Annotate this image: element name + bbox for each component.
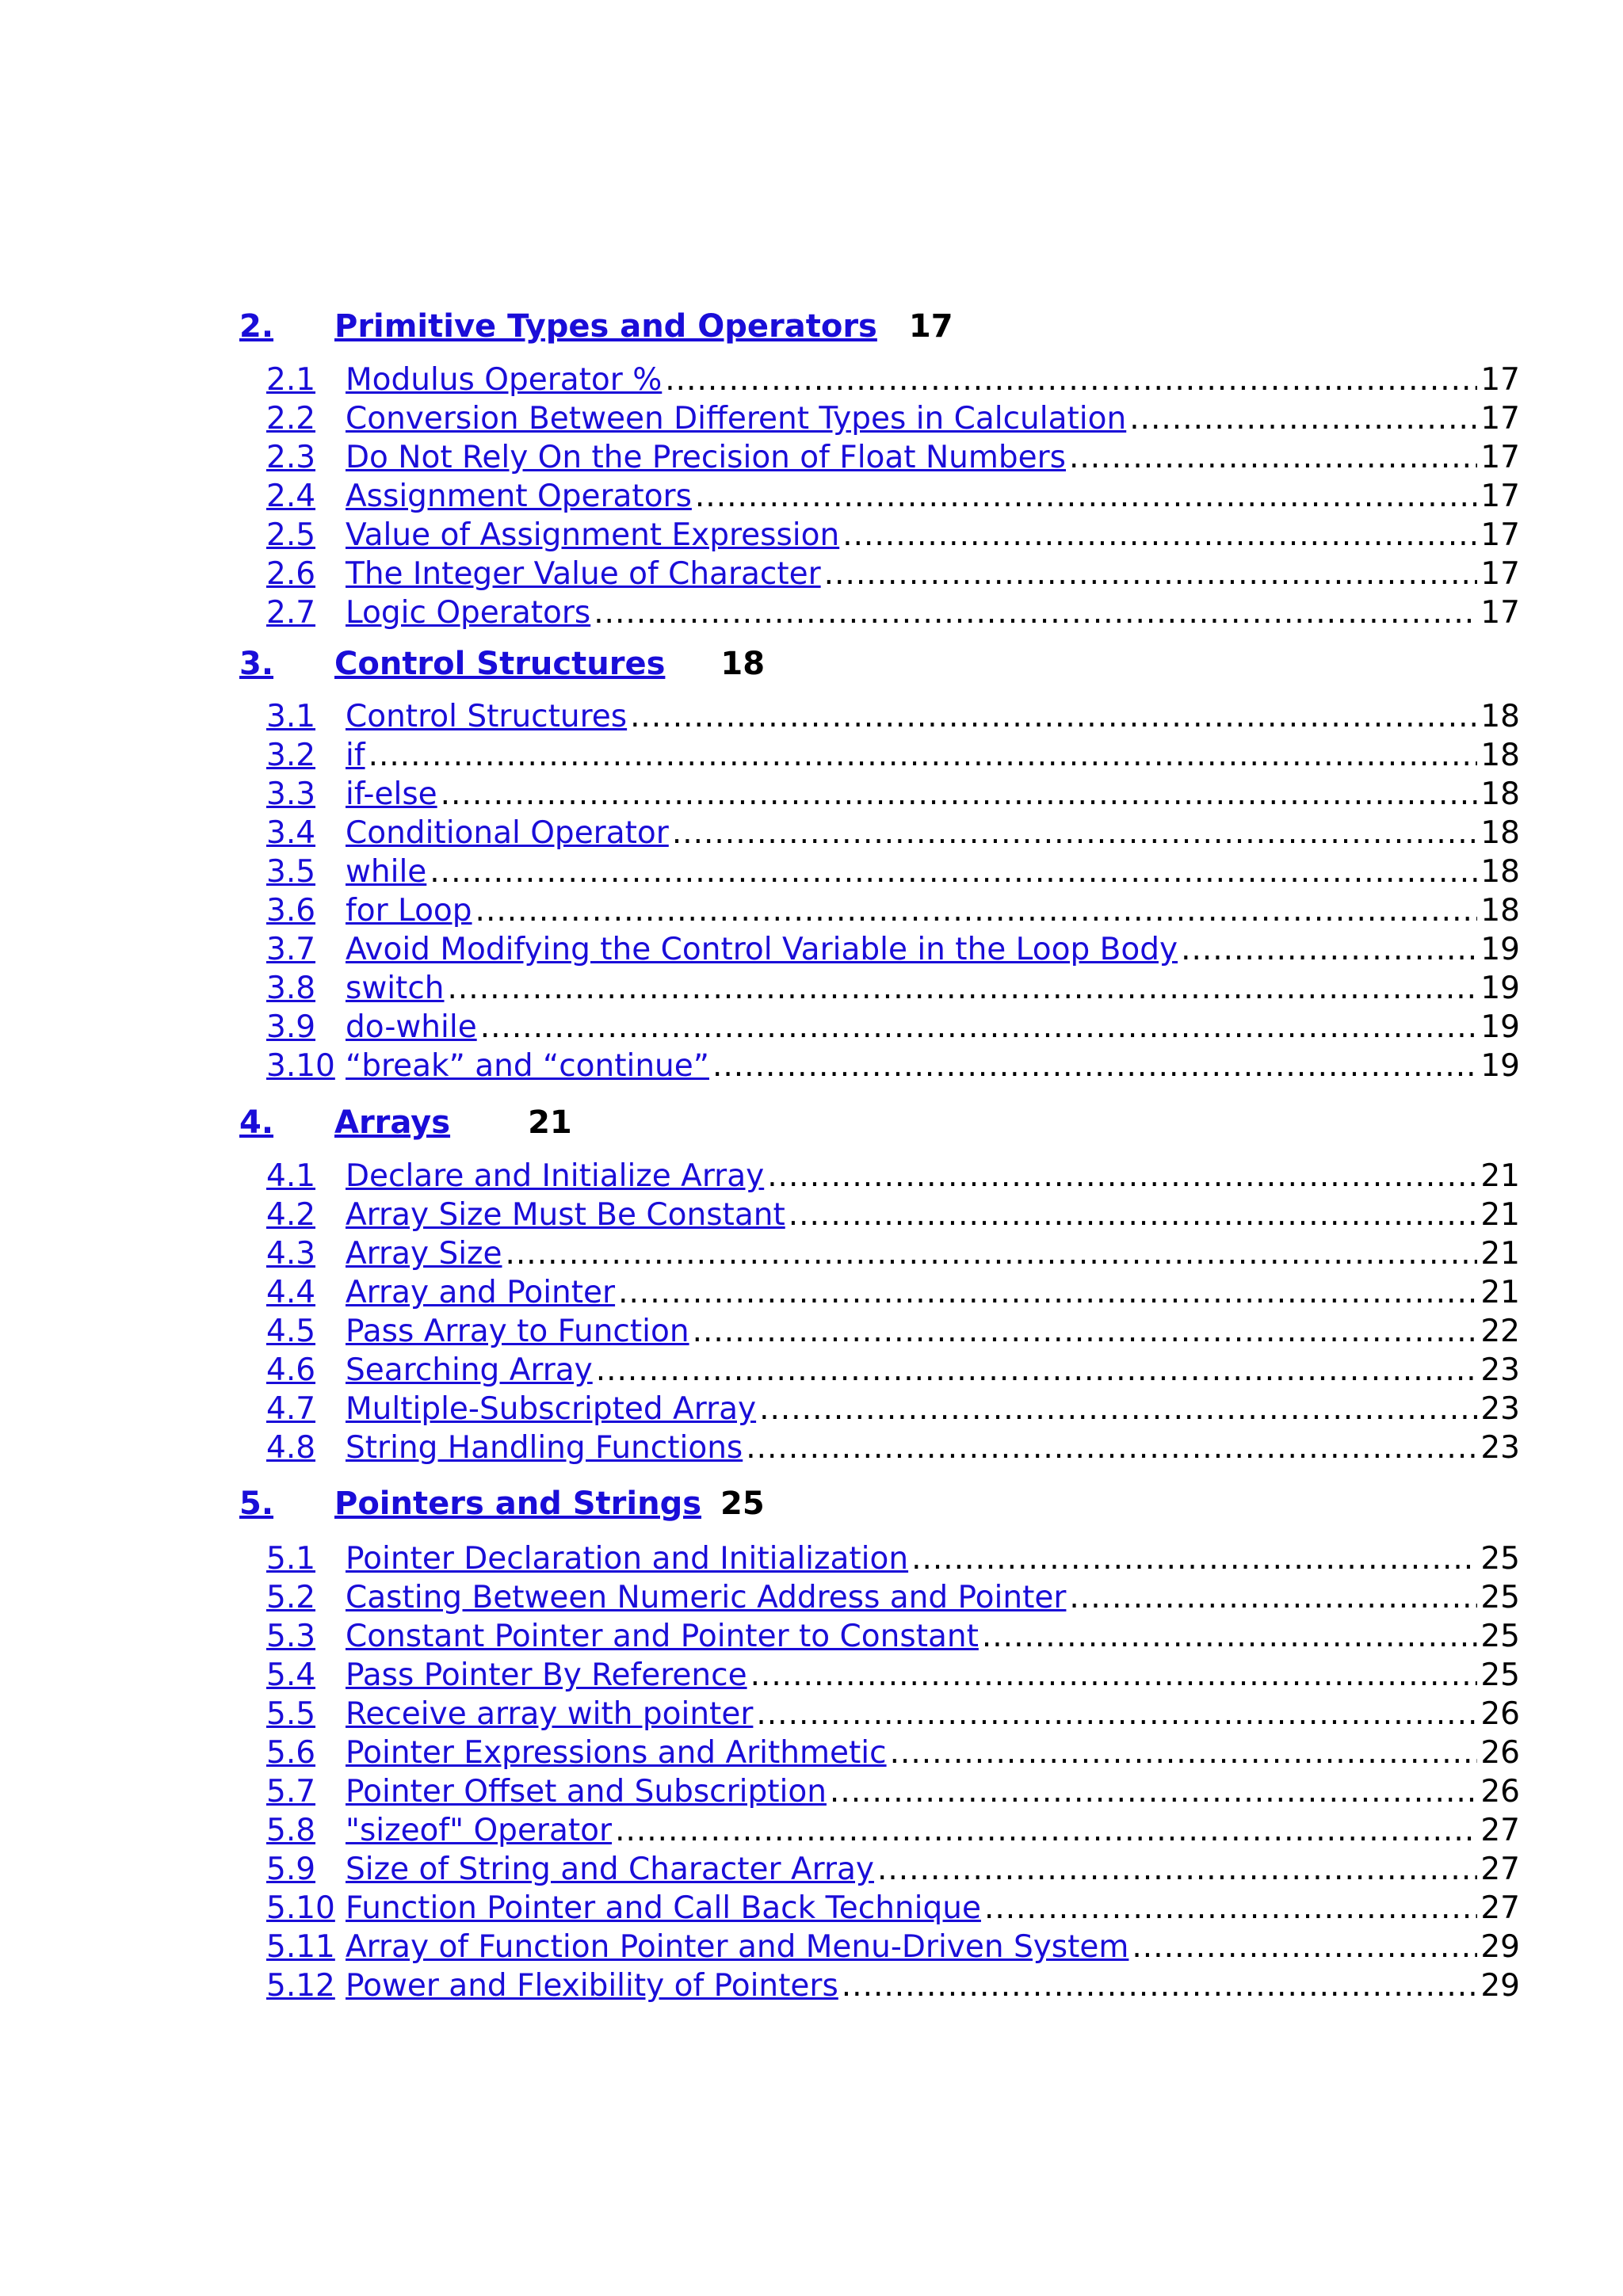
chapter-title-link[interactable]: Arrays <box>334 1104 451 1141</box>
chapter-number-link[interactable]: 3. <box>239 646 274 682</box>
chapter-heading <box>239 643 1523 685</box>
dot-leader <box>890 1733 1478 1772</box>
entry-page-number: 26 <box>1480 1696 1520 1732</box>
entry-title-link[interactable]: Receive array with pointer <box>346 1696 754 1732</box>
entry-title-link[interactable]: Logic Operators <box>346 595 591 631</box>
entry-page-number: 21 <box>1480 1236 1520 1272</box>
entry-title-link[interactable]: String Handling Functions <box>346 1430 743 1466</box>
dot-leader <box>750 1656 1478 1695</box>
dot-leader <box>712 1047 1477 1085</box>
entry-number-link[interactable]: 2.1 <box>266 362 316 398</box>
entry-page-number: 25 <box>1480 1541 1520 1577</box>
entry-title-link[interactable]: Control Structures <box>346 699 628 734</box>
entry-title-link[interactable]: Modulus Operator % <box>346 362 663 398</box>
entry-number-link[interactable]: 5.8 <box>266 1813 316 1848</box>
entry-title-link[interactable]: Array Size <box>346 1236 502 1272</box>
toc-entry <box>266 1008 1520 1047</box>
entry-number-link[interactable]: 3.5 <box>266 854 316 890</box>
chapter-heading <box>239 305 1523 348</box>
toc-entry <box>266 969 1520 1008</box>
toc-entry <box>266 891 1520 930</box>
toc-entry <box>266 438 1520 477</box>
entry-number-link[interactable]: 2.5 <box>266 517 316 553</box>
dot-leader <box>984 1889 1477 1928</box>
chapter-page-number: 21 <box>528 1104 572 1141</box>
entry-title-link[interactable]: Casting Between Numeric Address and Pointer <box>346 1580 1067 1615</box>
chapter-heading <box>239 1101 1523 1144</box>
entry-title-link[interactable]: Pointer Expressions and Arithmetic <box>346 1735 887 1771</box>
entry-number-link[interactable]: 4.2 <box>266 1197 316 1233</box>
chapter-page-number: 17 <box>908 308 953 345</box>
entry-number-link[interactable]: 5.4 <box>266 1657 316 1693</box>
toc-entry <box>266 1157 1520 1196</box>
entry-number-link[interactable]: 4.7 <box>266 1391 316 1427</box>
dot-leader <box>789 1196 1478 1234</box>
entry-page-number: 17 <box>1480 556 1520 592</box>
toc-entry <box>266 1966 1520 2005</box>
entry-title-link[interactable]: Avoid Modifying the Control Variable in the Loop Body <box>346 932 1178 967</box>
entry-title-link[interactable]: Array of Function Pointer and Menu-Driven System <box>346 1929 1129 1965</box>
entry-page-number: 23 <box>1480 1391 1520 1427</box>
entry-page-number: 17 <box>1480 362 1520 398</box>
entry-number-link[interactable]: 4.3 <box>266 1236 316 1272</box>
entry-title-link[interactable]: Conversion Between Different Types in Calculation <box>346 401 1127 437</box>
toc-entry <box>266 1047 1520 1085</box>
entry-title-link[interactable]: if <box>346 738 365 773</box>
entry-page-number: 23 <box>1480 1352 1520 1388</box>
entry-title-link[interactable]: Searching Array <box>346 1352 593 1388</box>
entry-page-number: 18 <box>1480 854 1520 890</box>
toc-entry <box>266 399 1520 438</box>
dot-leader <box>830 1772 1477 1811</box>
entry-title-link[interactable]: while <box>346 854 427 890</box>
entry-page-number: 25 <box>1480 1657 1520 1693</box>
entry-number-link[interactable]: 5.1 <box>266 1541 316 1577</box>
toc-entry <box>266 697 1520 736</box>
toc-entry <box>266 1850 1520 1889</box>
entry-page-number: 17 <box>1480 440 1520 475</box>
entry-title-link[interactable]: Power and Flexibility of Pointers <box>346 1968 838 2004</box>
entry-number-link[interactable]: 3.9 <box>266 1009 316 1045</box>
entry-number-link[interactable]: 2.6 <box>266 556 316 592</box>
entry-title-link[interactable]: Pointer Offset and Subscription <box>346 1774 827 1810</box>
toc-entry <box>266 1196 1520 1234</box>
entry-number-link[interactable]: 5.3 <box>266 1619 316 1654</box>
entry-page-number: 29 <box>1480 1968 1520 2004</box>
entry-number-link[interactable]: 2.4 <box>266 479 316 514</box>
entry-number-link[interactable]: 3.6 <box>266 893 316 929</box>
entry-title-link[interactable]: Pointer Declaration and Initialization <box>346 1541 909 1577</box>
entry-page-number: 19 <box>1480 1048 1520 1084</box>
entry-title-link[interactable]: Size of String and Character Array <box>346 1852 874 1887</box>
toc-entry <box>266 1928 1520 1966</box>
dot-leader <box>824 555 1478 593</box>
dot-leader <box>596 1351 1478 1390</box>
entry-number-link[interactable]: 4.8 <box>266 1430 316 1466</box>
entry-page-number: 17 <box>1480 479 1520 514</box>
toc-entry <box>266 1539 1520 1578</box>
entry-page-number: 26 <box>1480 1774 1520 1810</box>
entry-number-link[interactable]: 4.4 <box>266 1275 316 1310</box>
dot-leader <box>430 852 1477 891</box>
dot-leader <box>1181 930 1477 969</box>
dot-leader <box>369 736 1478 775</box>
dot-leader <box>594 593 1477 632</box>
entry-page-number: 19 <box>1480 932 1520 967</box>
dot-leader <box>615 1811 1477 1850</box>
dot-leader <box>665 360 1477 399</box>
entry-page-number: 23 <box>1480 1430 1520 1466</box>
toc-entry <box>266 593 1520 632</box>
chapter-page-number: 25 <box>720 1486 765 1522</box>
toc-entry <box>266 1656 1520 1695</box>
entry-title-link[interactable]: switch <box>346 971 445 1006</box>
toc-entry <box>266 930 1520 969</box>
entry-title-link[interactable]: Assignment Operators <box>346 479 692 514</box>
dot-leader <box>877 1850 1477 1889</box>
chapter-number-link[interactable]: 4. <box>239 1104 274 1141</box>
toc-entry <box>266 775 1520 814</box>
toc-entry <box>266 1889 1520 1928</box>
entry-title-link[interactable]: Array and Pointer <box>346 1275 616 1310</box>
toc-entry <box>266 477 1520 516</box>
toc-entry <box>266 1695 1520 1733</box>
entry-title-link[interactable]: “break” and “continue” <box>346 1048 709 1084</box>
chapter-title-link[interactable]: Primitive Types and Operators <box>334 308 877 345</box>
dot-leader <box>756 1695 1477 1733</box>
entry-page-number: 29 <box>1480 1929 1520 1965</box>
dot-leader <box>767 1157 1477 1196</box>
entry-title-link[interactable]: for Loop <box>346 893 472 929</box>
entry-number-link[interactable]: 5.6 <box>266 1735 316 1771</box>
entry-title-link[interactable]: Multiple-Subscripted Array <box>346 1391 757 1427</box>
entry-page-number: 17 <box>1480 401 1520 437</box>
entry-number-link[interactable]: 5.11 <box>266 1929 335 1965</box>
entry-number-link[interactable]: 5.12 <box>266 1968 335 2004</box>
entry-title-link[interactable]: Do Not Rely On the Precision of Float Numbers <box>346 440 1066 475</box>
entry-page-number: 22 <box>1480 1314 1520 1349</box>
entry-number-link[interactable]: 5.7 <box>266 1774 316 1810</box>
entry-number-link[interactable]: 5.5 <box>266 1696 316 1732</box>
chapter-number-link[interactable]: 5. <box>239 1486 274 1522</box>
toc-entry <box>266 1772 1520 1811</box>
entry-title-link[interactable]: Function Pointer and Call Back Technique <box>346 1890 981 1926</box>
dot-leader <box>1129 399 1477 438</box>
dot-leader <box>448 969 1478 1008</box>
dot-leader <box>746 1428 1477 1467</box>
entry-title-link[interactable]: if-else <box>346 776 437 812</box>
entry-page-number: 25 <box>1480 1580 1520 1615</box>
entry-title-link[interactable]: Pass Array to Function <box>346 1314 689 1349</box>
entry-number-link[interactable]: 3.4 <box>266 815 316 851</box>
entry-number-link[interactable]: 3.1 <box>266 699 316 734</box>
dot-leader <box>672 814 1478 852</box>
entry-page-number: 19 <box>1480 1009 1520 1045</box>
dot-leader <box>1069 438 1477 477</box>
dot-leader <box>475 891 1478 930</box>
toc-entry <box>266 1312 1520 1351</box>
dot-leader <box>982 1617 1477 1656</box>
entry-page-number: 21 <box>1480 1275 1520 1310</box>
entry-page-number: 18 <box>1480 699 1520 734</box>
dot-leader <box>693 1312 1478 1351</box>
entry-page-number: 18 <box>1480 893 1520 929</box>
entry-page-number: 21 <box>1480 1158 1520 1194</box>
dot-leader <box>695 477 1477 516</box>
entry-page-number: 19 <box>1480 971 1520 1006</box>
entry-title-link[interactable]: do-while <box>346 1009 477 1045</box>
entry-page-number: 27 <box>1480 1852 1520 1887</box>
dot-leader <box>630 697 1477 736</box>
toc-entry <box>266 1234 1520 1273</box>
dot-leader <box>506 1234 1478 1273</box>
toc-entry <box>266 1273 1520 1312</box>
toc-entry <box>266 360 1520 399</box>
entry-page-number: 25 <box>1480 1619 1520 1654</box>
entry-number-link[interactable]: 3.10 <box>266 1048 335 1084</box>
entry-title-link[interactable]: Declare and Initialize Array <box>346 1158 765 1194</box>
entry-page-number: 21 <box>1480 1197 1520 1233</box>
entry-number-link[interactable]: 3.7 <box>266 932 316 967</box>
dot-leader <box>441 775 1478 814</box>
toc-entry <box>266 1733 1520 1772</box>
entry-title-link[interactable]: Pass Pointer By Reference <box>346 1657 747 1693</box>
entry-number-link[interactable]: 4.6 <box>266 1352 316 1388</box>
toc-entry <box>266 1351 1520 1390</box>
entry-number-link[interactable]: 3.8 <box>266 971 316 1006</box>
entry-page-number: 27 <box>1480 1890 1520 1926</box>
dot-leader <box>1132 1928 1477 1966</box>
entry-number-link[interactable]: 3.3 <box>266 776 316 812</box>
entry-title-link[interactable]: Array Size Must Be Constant <box>346 1197 785 1233</box>
chapter-title-link[interactable]: Pointers and Strings <box>334 1486 702 1522</box>
entry-page-number: 18 <box>1480 738 1520 773</box>
chapter-number-link[interactable]: 2. <box>239 308 274 345</box>
entry-number-link[interactable]: 2.2 <box>266 401 316 437</box>
dot-leader <box>911 1539 1477 1578</box>
entry-page-number: 26 <box>1480 1735 1520 1771</box>
chapter-page-number: 18 <box>720 646 766 682</box>
entry-number-link[interactable]: 4.5 <box>266 1314 316 1349</box>
entry-number-link[interactable]: 5.9 <box>266 1852 316 1887</box>
dot-leader <box>759 1390 1477 1428</box>
entry-number-link[interactable]: 4.1 <box>266 1158 316 1194</box>
entry-number-link[interactable]: 2.3 <box>266 440 316 475</box>
entry-title-link[interactable]: Value of Assignment Expression <box>346 517 840 553</box>
entry-page-number: 18 <box>1480 815 1520 851</box>
chapter-title-link[interactable]: Control Structures <box>334 646 666 682</box>
entry-title-link[interactable]: Constant Pointer and Pointer to Constant <box>346 1619 979 1654</box>
entry-title-link[interactable]: "sizeof" Operator <box>346 1813 613 1848</box>
entry-page-number: 18 <box>1480 776 1520 812</box>
entry-title-link[interactable]: The Integer Value of Character <box>346 556 821 592</box>
entry-number-link[interactable]: 5.2 <box>266 1580 316 1615</box>
dot-leader <box>480 1008 1478 1047</box>
dot-leader <box>842 516 1477 555</box>
toc-entry <box>266 1428 1520 1467</box>
dot-leader <box>842 1966 1478 2005</box>
toc-entry <box>266 555 1520 593</box>
toc-entry <box>266 814 1520 852</box>
toc-entry <box>266 1617 1520 1656</box>
toc-entry <box>266 1578 1520 1617</box>
dot-leader <box>618 1273 1477 1312</box>
toc-entry <box>266 1811 1520 1850</box>
toc-entry <box>266 736 1520 775</box>
toc-entry <box>266 516 1520 555</box>
entry-number-link[interactable]: 3.2 <box>266 738 316 773</box>
dot-leader <box>1069 1578 1477 1617</box>
entry-number-link[interactable]: 5.10 <box>266 1890 335 1926</box>
entry-title-link[interactable]: Conditional Operator <box>346 815 669 851</box>
chapter-heading <box>239 1482 1523 1525</box>
entry-page-number: 27 <box>1480 1813 1520 1848</box>
entry-number-link[interactable]: 2.7 <box>266 595 316 631</box>
entry-page-number: 17 <box>1480 517 1520 553</box>
toc-entry <box>266 1390 1520 1428</box>
toc-entry <box>266 852 1520 891</box>
entry-page-number: 17 <box>1480 595 1520 631</box>
